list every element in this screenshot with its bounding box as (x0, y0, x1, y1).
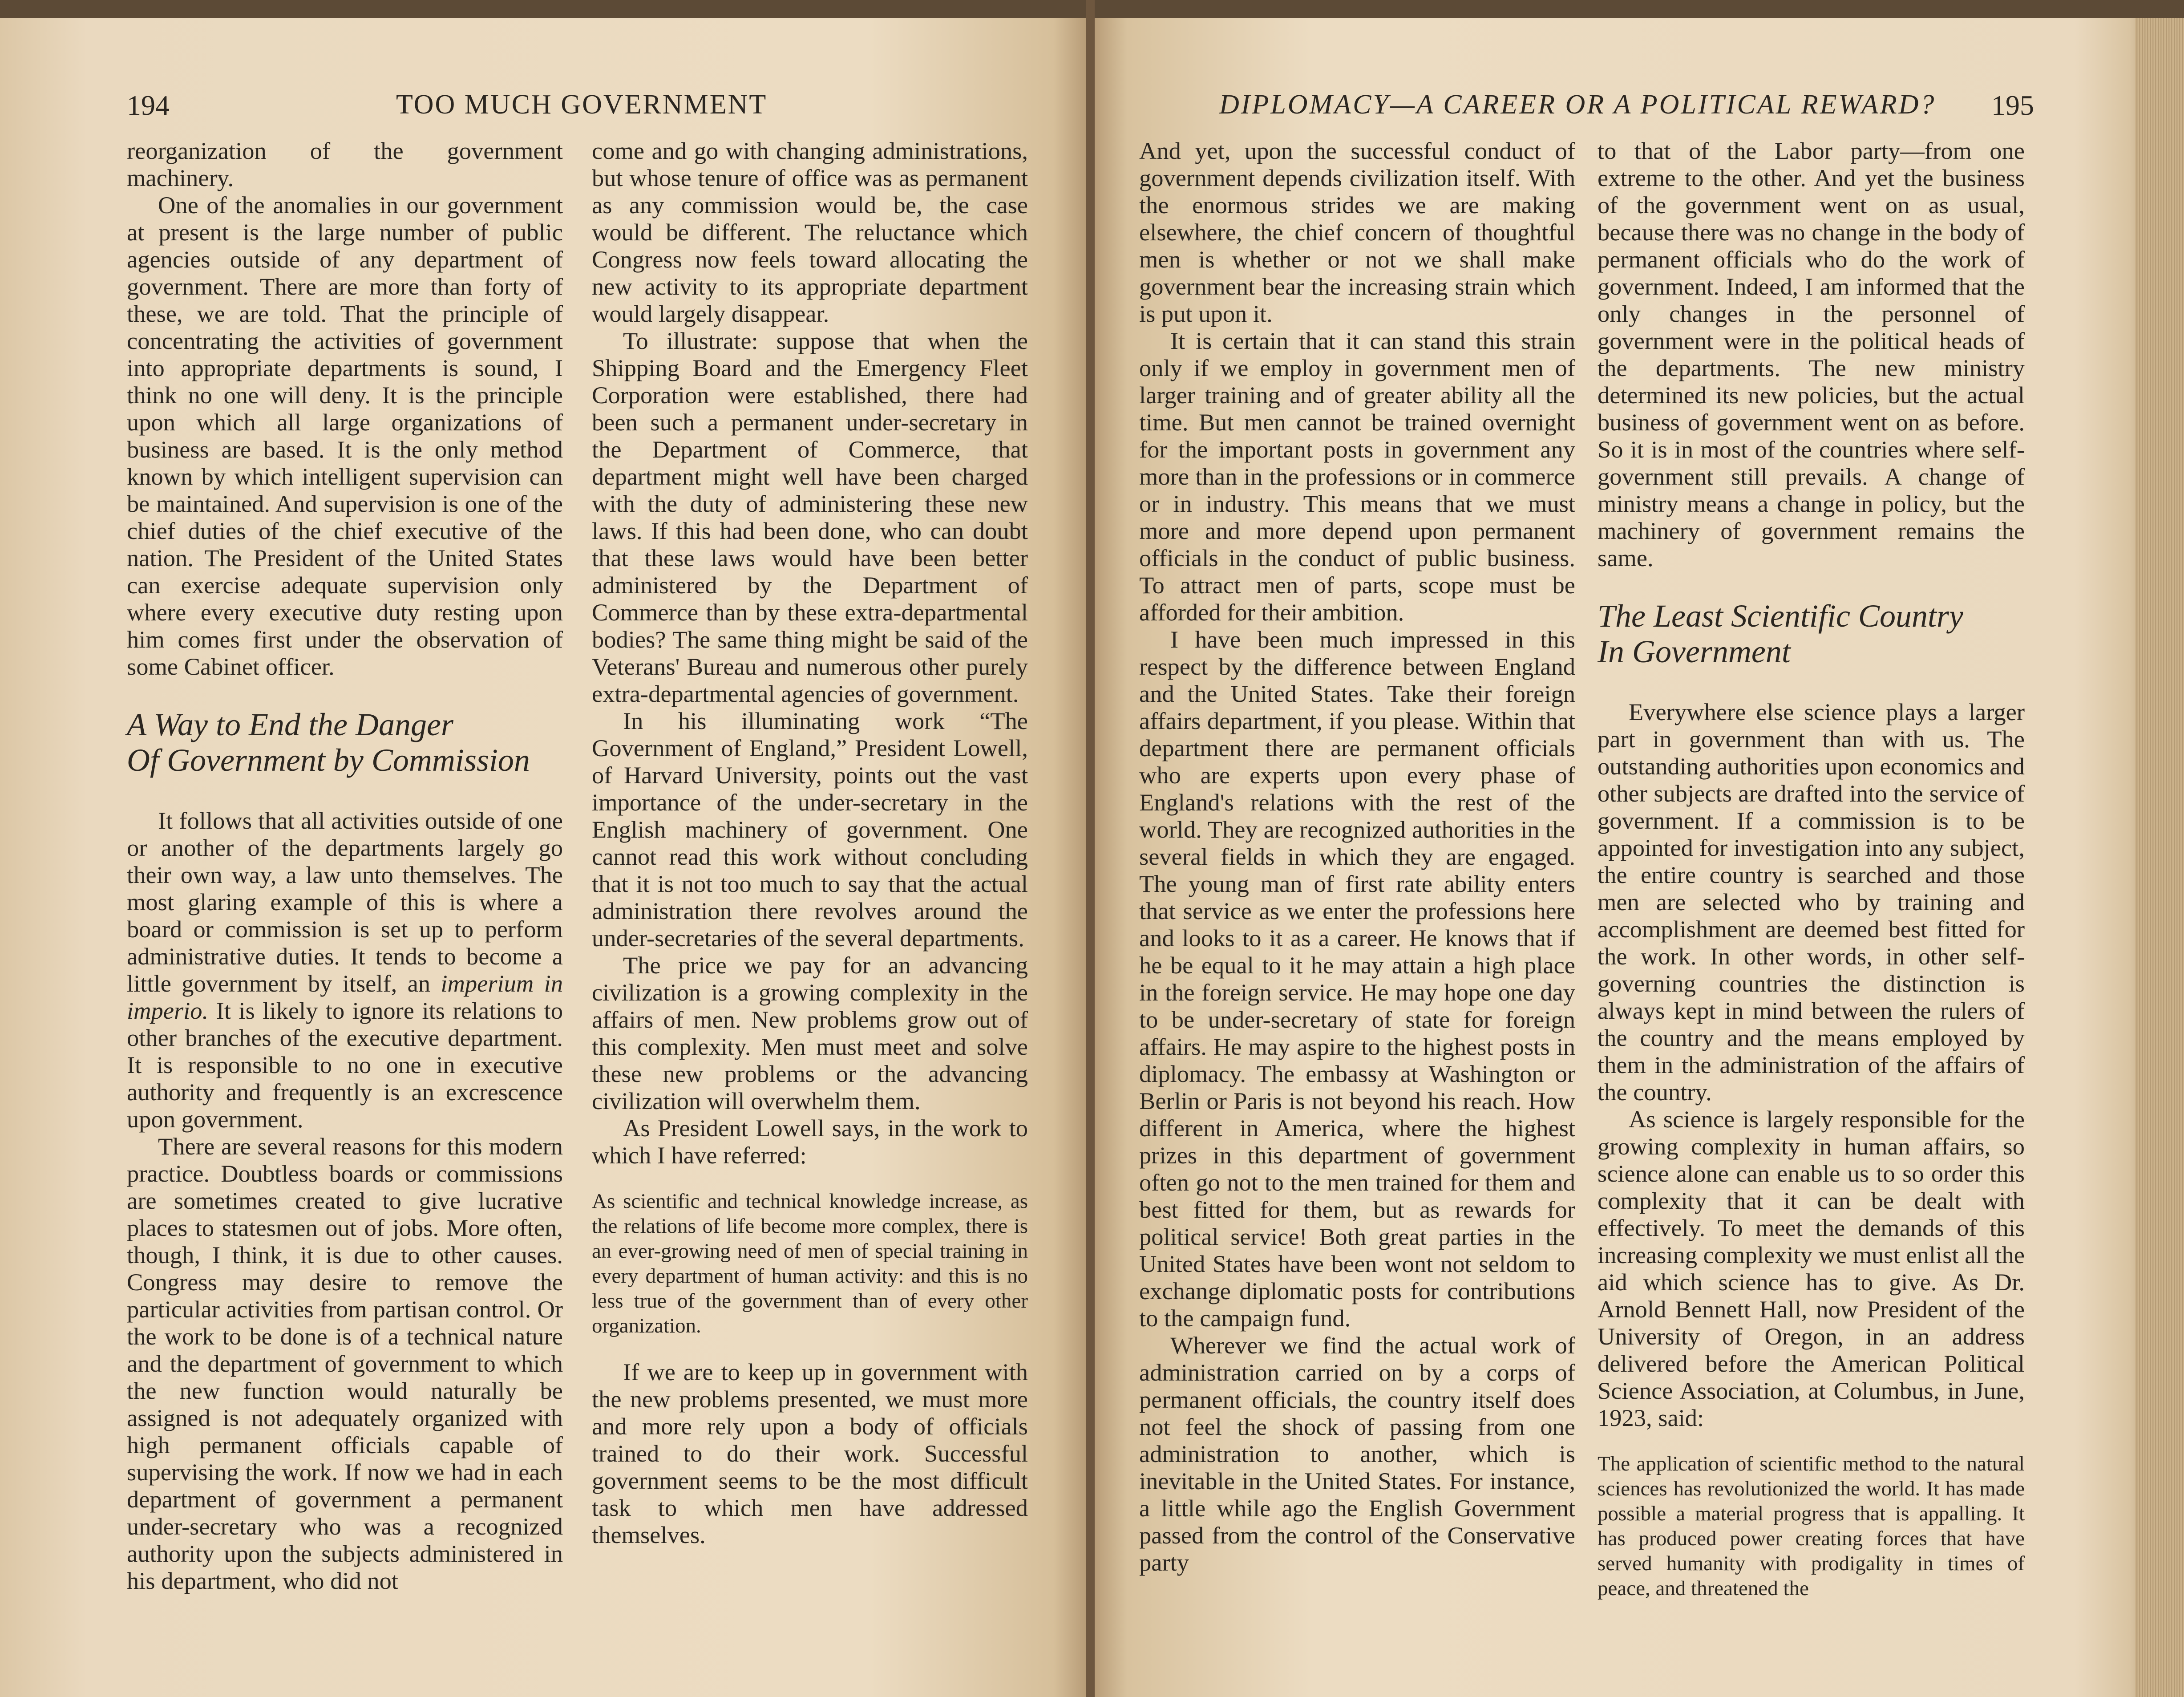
paragraph: One of the anomalies in our government at present is the large number of public agencies outside of any department of government. There are more than forty of these, we are told. That the principle of concentrating the activities of government into appropriate departments is sound, I think no one will deny. It is the principle upon which all large organizations of business are based. It is the only method known by which intelligent supervision can be maintained. And supervision is one of the chief duties of the chief executive of the nation. The President of the United States can exercise adequate supervision only where every executive duty resting upon him comes first under the observation of some Cabinet officer. (127, 191, 563, 680)
right-column-2 (1598, 137, 2025, 1621)
paragraph: In his illuminating work “The Government of England,” President Lowell, of Harvard University, points out the vast importance of the under-secretary in the English machinery of government. One cannot read this work without concluding that it is not too much to say that the actual administration there revolves around the under-secretaries of the several departments. (592, 707, 1028, 952)
block-quote: The application of scientific method to the natural sciences has revolutionized the world. It has made possible a material progress that is appalling. It has produced power creating forces that have served humanity with prodigality in times of peace, and threatened the (1598, 1452, 2025, 1600)
running-head: TOO MUCH GOVERNMENT (396, 89, 768, 120)
page-number: 195 (1991, 89, 2034, 121)
left-column-1 (127, 137, 563, 1594)
paragraph: Everywhere else science plays a larger part in government than with us. The outstanding authorities upon economics and other subjects are drafted into the service of government. If a commission is to be appointed for investigation into any subject, the entire country is searched and those men are selected who by training and accomplishment are deemed best fitted for the work. In other words, in other self-governing countries the distinction is always kept in mind between the rulers of the country and the means employed by them in the administration of the affairs of the country. (1598, 698, 2025, 1106)
paragraph: It follows that all activities outside of one or another of the departments largely go their own way, a law unto themselves. The most glaring example of this is where a board or commission is set up to perform administrative duties. It tends to become a little government by itself, an imperium in imperio. It is likely to ignore its relations to other branches of the executive department. It is responsible to no one in executive authority and frequently is an excrescence upon government. (127, 807, 563, 1133)
paragraph: I have been much impressed in this respect by the difference between England and the United States. Take their foreign affairs department, if you please. Within that department there are permanent officials who are experts upon every phase of England's relations with the rest of the world. They are recognized authorities in the several fields in which they are engaged. The young man of first rate ability enters that service as we enter the professions here and looks to it as a career. He knows that if he be equal to it he may attain a high place in the foreign service. He may hope one day to be under-secretary of state for foreign affairs. He may aspire to the highest posts in diplomacy. The embassy at Washington or Berlin or Paris is not beyond his reach. How different in America, where the highest prizes in this department of government often go not to the men trained for them and best fitted for them, but as rewards for political service! Both great parties in the United States have been wont not seldom to exchange diplomatic posts for contributions to the campaign fund. (1139, 626, 1575, 1332)
section-heading-line: The Least Scientific Country (1598, 598, 1963, 634)
section-heading (1598, 598, 2025, 669)
page-number: 194 (127, 89, 170, 121)
paragraph: If we are to keep up in government with the new problems presented, we must more and more rely upon a body of officials trained to do their work. Successful government seems to be the most difficult task to which men have addressed themselves. (592, 1358, 1028, 1548)
paragraph: reorganization of the government machinery. (127, 137, 563, 191)
paragraph: It is certain that it can stand this strain only if we employ in government men of larger training and of greater ability all the time. But men cannot be trained overnight for the important posts in government any more than in the professions or in commerce or in industry. This means that we must more and more depend upon permanent officials in the conduct of public business. To attract men of parts, scope must be afforded for their ambition. (1139, 327, 1575, 626)
paragraph: come and go with changing administrations, but whose tenure of office was as permanent as any commission would be, the case would be different. The reluctance which Congress now feels toward allocating the new activity to its appropriate department would largely disappear. (592, 137, 1028, 327)
paragraph: The price we pay for an advancing civilization is a growing complexity in the affairs of men. New problems grow out of this complexity. Men must meet and solve these new problems or the advancing civilization will overwhelm them. (592, 952, 1028, 1114)
paragraph: to that of the Labor party—from one extreme to the other. And yet the business of the government went on as usual, because there was no change in the body of permanent officials who do the work of government. Indeed, I am informed that the only changes in the personnel of government were in the political heads of the departments. The new ministry determined its new policies, but the actual business of government went on as before. So it is in most of the countries where self-government still prevails. A change of ministry means a change in policy, but the machinery of government remains the same. (1598, 137, 2025, 571)
paragraph: There are several reasons for this modern practice. Doubtless boards or commissions are sometimes created to give lucrative places to statesmen out of jobs. More often, though, I think, it is due to other causes. Congress may desire to remove the particular activities from partisan control. Or the work to be done is of a technical nature and the department of government to which the new function would naturally be assigned is not adequately organized with high permanent officials capable of supervising the work. If now we had in each department of government a permanent under-secretary who was a recognized authority upon the subjects administered in his department, who did not (127, 1133, 563, 1594)
paragraph: As science is largely responsible for the growing complexity in human affairs, so science alone can enable us to so order this complexity that it can be dealt with effectively. To meet the demands of this increasing complexity we must enlist all the aid which science has to give. As Dr. Arnold Bennett Hall, now President of the University of Oregon, in an address delivered before the American Political Science Association, at Columbus, in June, 1923, said: (1598, 1106, 2025, 1431)
paragraph: And yet, upon the successful conduct of government depends civilization itself. With the enormous strides we are making elsewhere, the chief concern of thoughtful men is whether or not we shall make government bear the increasing strain which is put upon it. (1139, 137, 1575, 327)
paragraph: Wherever we find the actual work of administration carried on by a corps of permanent officials, the country itself does not feel the shock of passing from one administration to another, which is inevitable in the United States. For instance, a little while ago the English Government passed from the control of the Conservative party (1139, 1332, 1575, 1576)
page-edges (2135, 18, 2184, 1697)
left-page (0, 18, 1086, 1697)
running-head: DIPLOMACY—A CAREER OR A POLITICAL REWARD? (1219, 89, 1936, 120)
section-heading-line: In Government (1598, 634, 1791, 669)
block-quote: As scientific and technical knowledge increase, as the relations of life become more complex, there is an ever-growing need of men of special training in every department of human activity: and this is no less true of the government than of every other organization. (592, 1190, 1028, 1337)
paragraph: To illustrate: suppose that when the Shipping Board and the Emergency Fleet Corporation were established, there had been such a permanent under-secretary in the Department of Commerce, that department might well have been charged with the duty of administering these new laws. If this had been done, who can doubt that these laws would have been better administered by the Department of Commerce than by these extra-departmental bodies? The same thing might be said of the Veterans' Bureau and numerous other purely extra-departmental agencies of government. (592, 327, 1028, 707)
right-column-1 (1139, 137, 1575, 1576)
right-page (1095, 18, 2184, 1697)
book-gutter (1086, 0, 1095, 1697)
latin-phrase: imperium in imperio. (127, 970, 563, 1024)
section-heading-line: Of Government by Commission (127, 742, 530, 778)
left-column-2 (592, 137, 1028, 1548)
section-heading (127, 707, 563, 778)
paragraph: As President Lowell says, in the work to which I have referred: (592, 1114, 1028, 1169)
section-heading-line: A Way to End the Danger (127, 707, 453, 742)
